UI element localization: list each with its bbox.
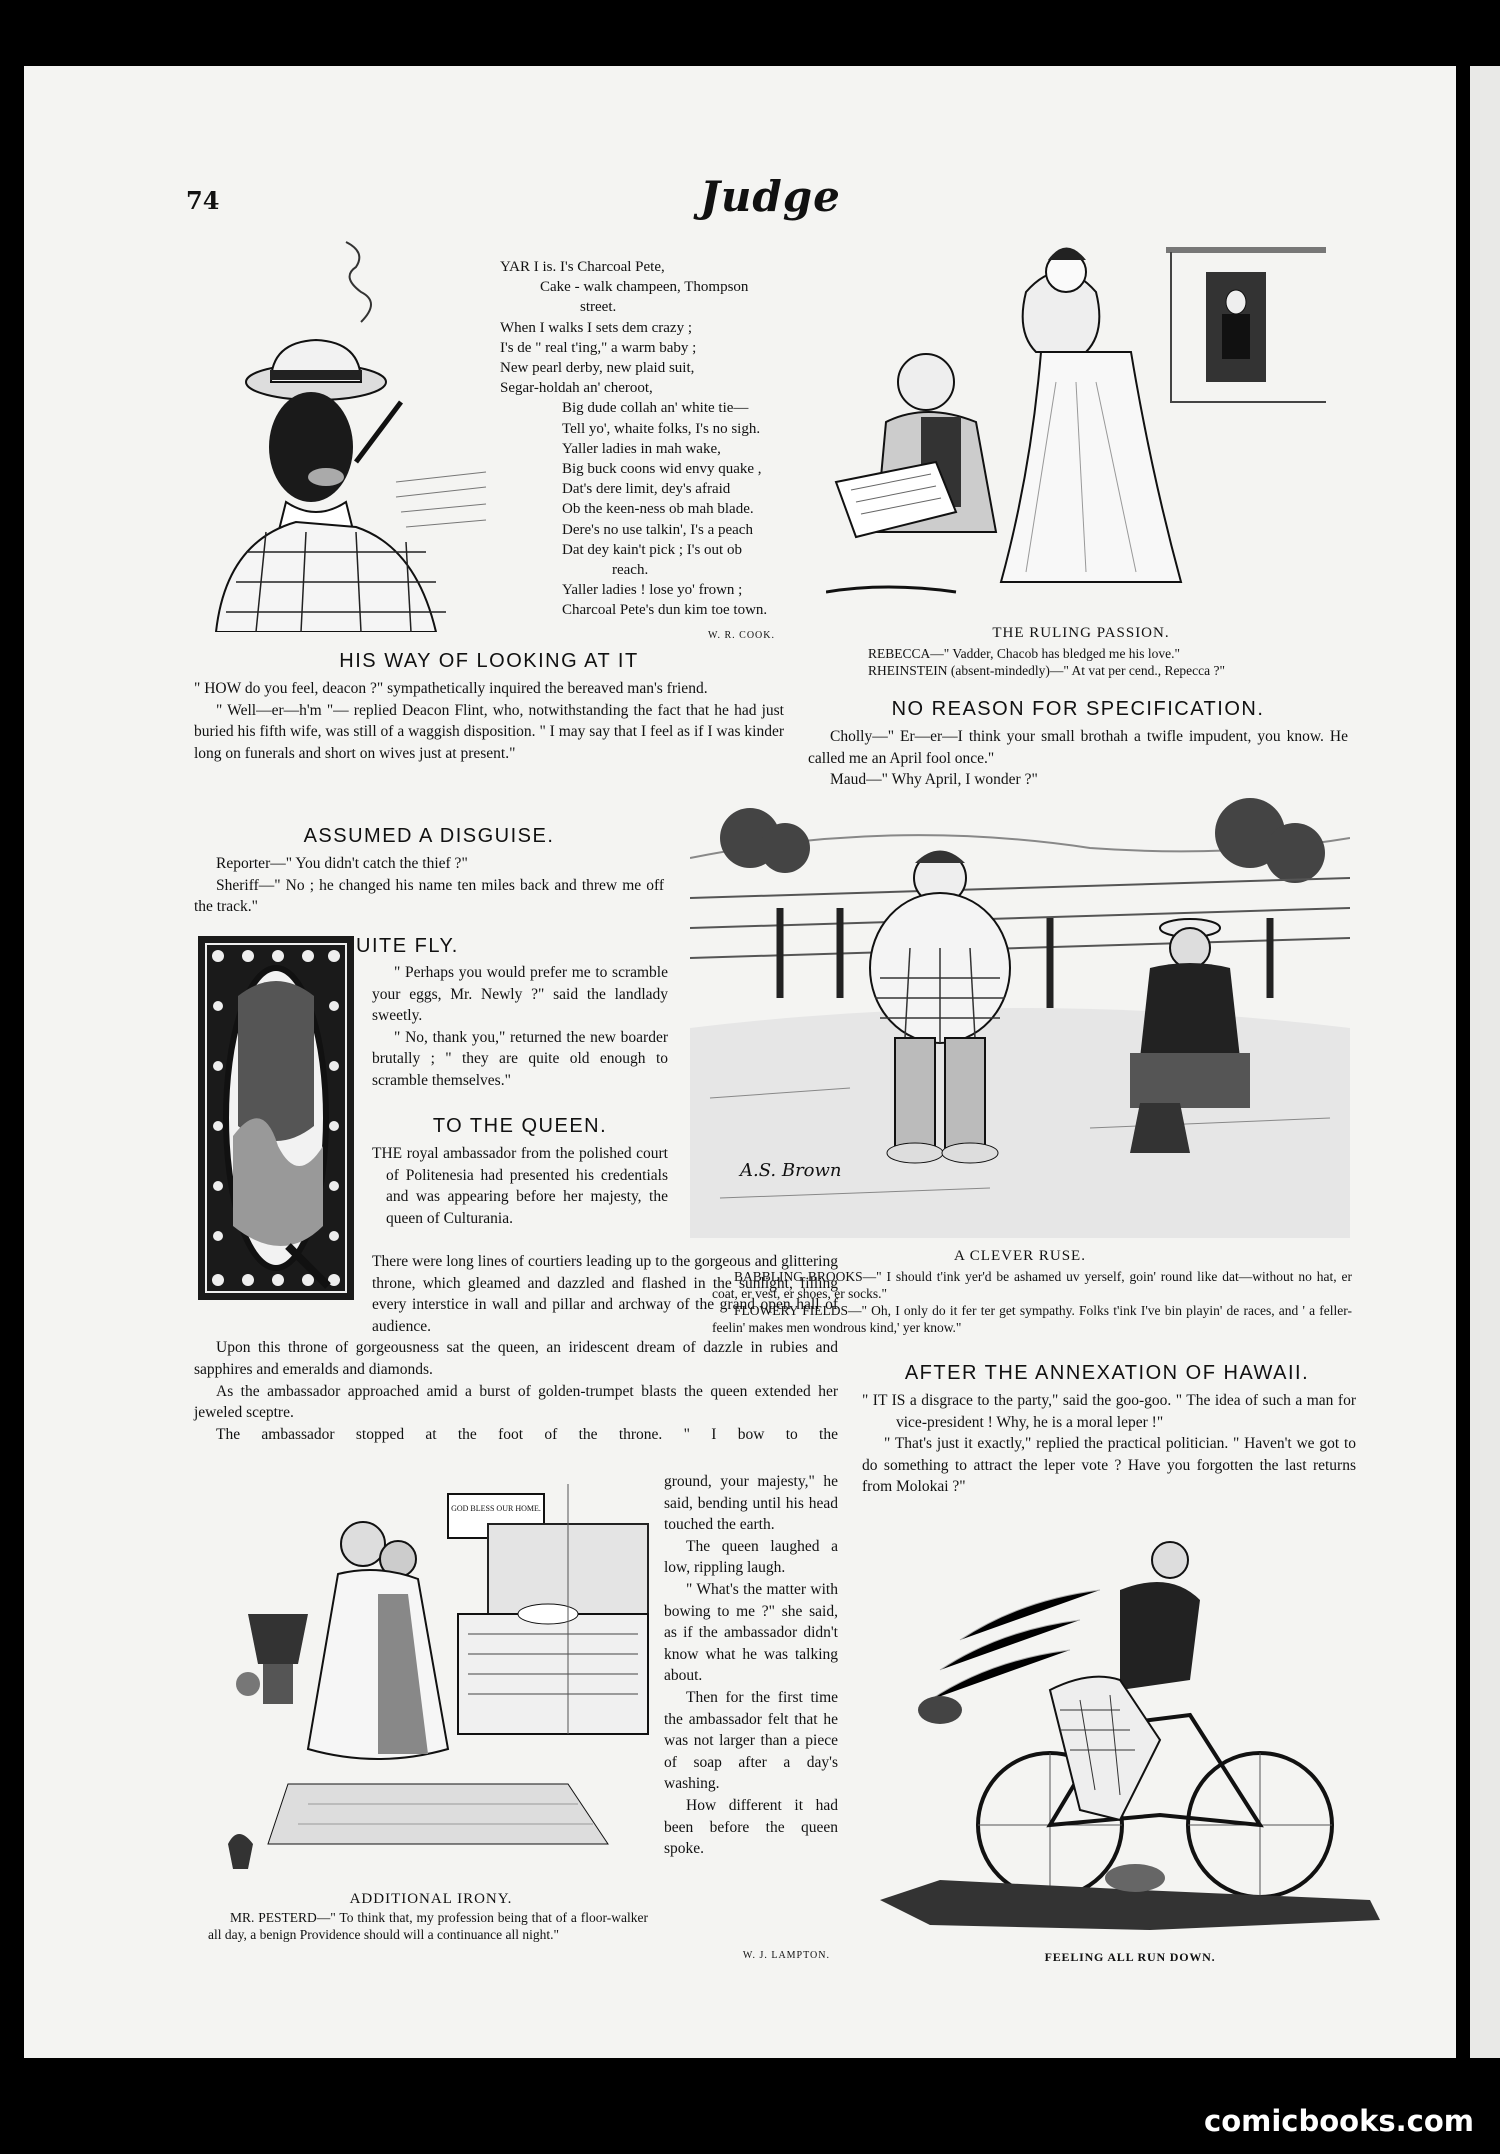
to-the-queen-paragraph-8: Then for the first time the ambassador felt that he was not larger than a piece of soap after a day's washing. — [664, 1688, 838, 1793]
poem-line: Yaller ladies ! lose yo' frown ; — [562, 582, 743, 599]
to-the-queen-paragraph-6: The queen laughed a low, rippling laugh. — [664, 1537, 838, 1577]
to-the-queen-paragraph-5a: The ambassador stopped at the foot of the throne. " I bow to the — [216, 1425, 838, 1443]
to-the-queen-intro — [372, 1143, 668, 1229]
to-the-queen-paragraph-5b: ground, your majesty," he said, bending until his head touched the earth. — [664, 1473, 838, 1534]
charcoal-pete-poem — [500, 257, 800, 621]
masthead: Judge — [700, 172, 841, 221]
no-reason-text — [808, 726, 1348, 791]
poem-line: reach. — [612, 562, 649, 579]
run-down-illustration — [880, 1540, 1380, 1940]
ornamental-initial-q — [198, 936, 354, 1300]
poem-line: Ob the keen-ness ob mah blade. — [562, 501, 754, 518]
run-down-title: FEELING ALL RUN DOWN. — [1044, 1950, 1216, 1964]
hawaii-paragraph-2: " That's just it exactly," replied the practical politician. " Haven't we got to do something to attract the leper vote ? Have you forgotten the last returns from Molokai ?" — [862, 1435, 1356, 1496]
poem-byline: W. R. COOK. — [707, 630, 775, 641]
to-the-queen-paragraph-9: How different it had been before the queen spoke. — [664, 1796, 838, 1858]
poem-line: YAR I is. I's Charcoal Pete, — [500, 259, 665, 275]
ruling-passion-rheinstein-line: RHEINSTEIN (absent-mindedly)—" At vat per cend., Repecca ?" — [868, 663, 1226, 678]
page-number: 74 — [186, 186, 220, 215]
poem-line: When I walks I sets dem crazy ; — [500, 319, 693, 336]
clever-ruse-text — [712, 1268, 1352, 1336]
poem-line: Dat dey kain't pick ; I's out ob — [562, 541, 742, 558]
assumed-sheriff-line: Sheriff—" No ; he changed his name ten miles back and threw me off the track." — [194, 876, 664, 916]
clever-ruse-flowery-line: FLOWERY FIELDS—" Oh, I only do it fer ter get sympathy. Folks t'ink I've bin playin' de races, and ' a feller-feelin' makes men wondrous kind,' yer know." — [712, 1303, 1352, 1335]
to-the-queen-column — [664, 1471, 838, 1860]
poem-line: Dere's no use talkin', I's a peach — [562, 521, 753, 538]
to-the-queen-paragraph-4: As the ambassador approached amid a burst of golden-trumpet blasts the queen extended her jeweled sceptre. — [194, 1382, 838, 1422]
no-reason-heading: NO REASON FOR SPECIFICATION. — [891, 698, 1265, 720]
to-the-queen-paragraph-7: " What's the matter with bowing to me ?" she said, as if the ambassador didn't know what he was talking about. — [664, 1580, 838, 1685]
charcoal-pete-illustration — [206, 232, 496, 632]
quite-fly-text — [372, 962, 668, 1092]
next-page-edge — [1470, 66, 1500, 2058]
his-way-text — [194, 678, 784, 764]
clever-ruse-title: A CLEVER RUSE. — [954, 1248, 1086, 1264]
no-reason-maud-line: Maud—" Why April, I wonder ?" — [830, 771, 1038, 789]
assumed-reporter-line: Reporter—" You didn't catch the thief ?" — [216, 855, 468, 872]
to-the-queen-paragraph-1: THE royal ambassador from the polished court of Politenesia had presented his credentials and was appearing before her majesty, the queen of Culturania. — [372, 1145, 668, 1227]
watermark: comicbooks.com — [1204, 2104, 1474, 2138]
to-the-queen-paragraph-3: Upon this throne of gorgeousness sat the queen, an iridescent dream of dazzle in rubies and sapphires and emeralds and diamonds. — [194, 1339, 838, 1378]
poem-line: Cake - walk champeen, Thompson — [540, 279, 749, 296]
poem-line: Dat's dere limit, dey's afraid — [562, 481, 731, 498]
poem-line: Yaller ladies in mah wake, — [562, 440, 721, 457]
ruling-passion-title: THE RULING PASSION. — [992, 625, 1170, 641]
no-reason-cholly-line: Cholly—" Er—er—I think your small brothah a twifle impudent, you know. He called me an April fool once." — [808, 728, 1348, 767]
assumed-disguise-heading: ASSUMED A DISGUISE. — [303, 825, 555, 847]
poem-line: New pearl derby, new plaid suit, — [500, 360, 695, 377]
his-way-paragraph-1: " HOW do you feel, deacon ?" sympathetically inquired the bereaved man's friend. — [194, 680, 708, 697]
to-the-queen-byline: W. J. LAMPTON. — [742, 1950, 830, 1961]
poem-line: Segar-holdah an' cheroot, — [500, 380, 653, 397]
poem-line: Big dude collah an' white tie— — [562, 400, 749, 417]
wall-sign-text: GOD BLESS OUR HOME. — [451, 1504, 541, 1513]
poem-line: I's de " real t'ing," a warm baby ; — [500, 339, 697, 356]
clever-ruse-illustration — [690, 798, 1350, 1238]
quite-fly-paragraph-2: " No, thank you," returned the new boarder brutally ; " they are quite old enough to scramble themselves." — [372, 1028, 668, 1089]
to-the-queen-heading: TO THE QUEEN. — [432, 1115, 608, 1137]
poem-line: Big buck coons wid envy quake , — [562, 461, 762, 478]
his-way-heading: HIS WAY OF LOOKING AT IT — [339, 650, 639, 672]
ruling-passion-rebecca-line: REBECCA—" Vadder, Chacob has bledged me his love." — [868, 646, 1181, 661]
quite-fly-heading: UITE FLY. — [356, 935, 459, 957]
poem-line: Tell yo', whaite folks, I's no sigh. — [562, 420, 761, 437]
to-the-queen-paragraph-2: There were long lines of courtiers leading up to the gorgeous and glittering throne, which gleamed and dazzled and flashed in the sunlight, filling every interstice in wall and pillar and archway of the grand open hall of audience. — [372, 1253, 838, 1335]
additional-irony-title: ADDITIONAL IRONY. — [349, 1891, 513, 1907]
svg-text:A.S. Brown: A.S. Brown — [740, 1160, 842, 1181]
hawaii-paragraph-1: " IT IS a disgrace to the party," said the goo-goo. " The idea of such a man for vice-president ! Why, he is a moral leper !" — [862, 1392, 1356, 1431]
hawaii-text — [862, 1390, 1356, 1498]
poem-line: street. — [580, 299, 617, 316]
assumed-disguise-text — [194, 853, 664, 918]
hawaii-heading: AFTER THE ANNEXATION OF HAWAII. — [904, 1362, 1310, 1384]
quite-fly-paragraph-1: " Perhaps you would prefer me to scramble your eggs, Mr. Newly ?" said the landlady sweetly. — [372, 964, 668, 1025]
clever-ruse-babbling-line: BABBLING BROOKS—" I should t'ink yer'd be ashamed uv yerself, goin' round like dat—without no hat, er coat, er vest, er shoes, er socks." — [712, 1269, 1352, 1301]
his-way-paragraph-2: " Well—er—h'm "— replied Deacon Flint, who, notwithstanding the fact that he had just buried his fifth wife, was still of a waggish disposition. " I may say that I feel as if I was kinder long on funerals and short on wives just at present." — [194, 701, 784, 762]
ruling-passion-illustration — [826, 232, 1336, 610]
additional-irony-text: MR. PESTERD—" To think that, my profession being that of a floor-walker all day, a benign Providence should will a continuance all night." — [208, 1910, 648, 1942]
poem-line: Charcoal Pete's dun kim toe town. — [562, 602, 768, 619]
additional-irony-illustration — [208, 1484, 654, 1886]
